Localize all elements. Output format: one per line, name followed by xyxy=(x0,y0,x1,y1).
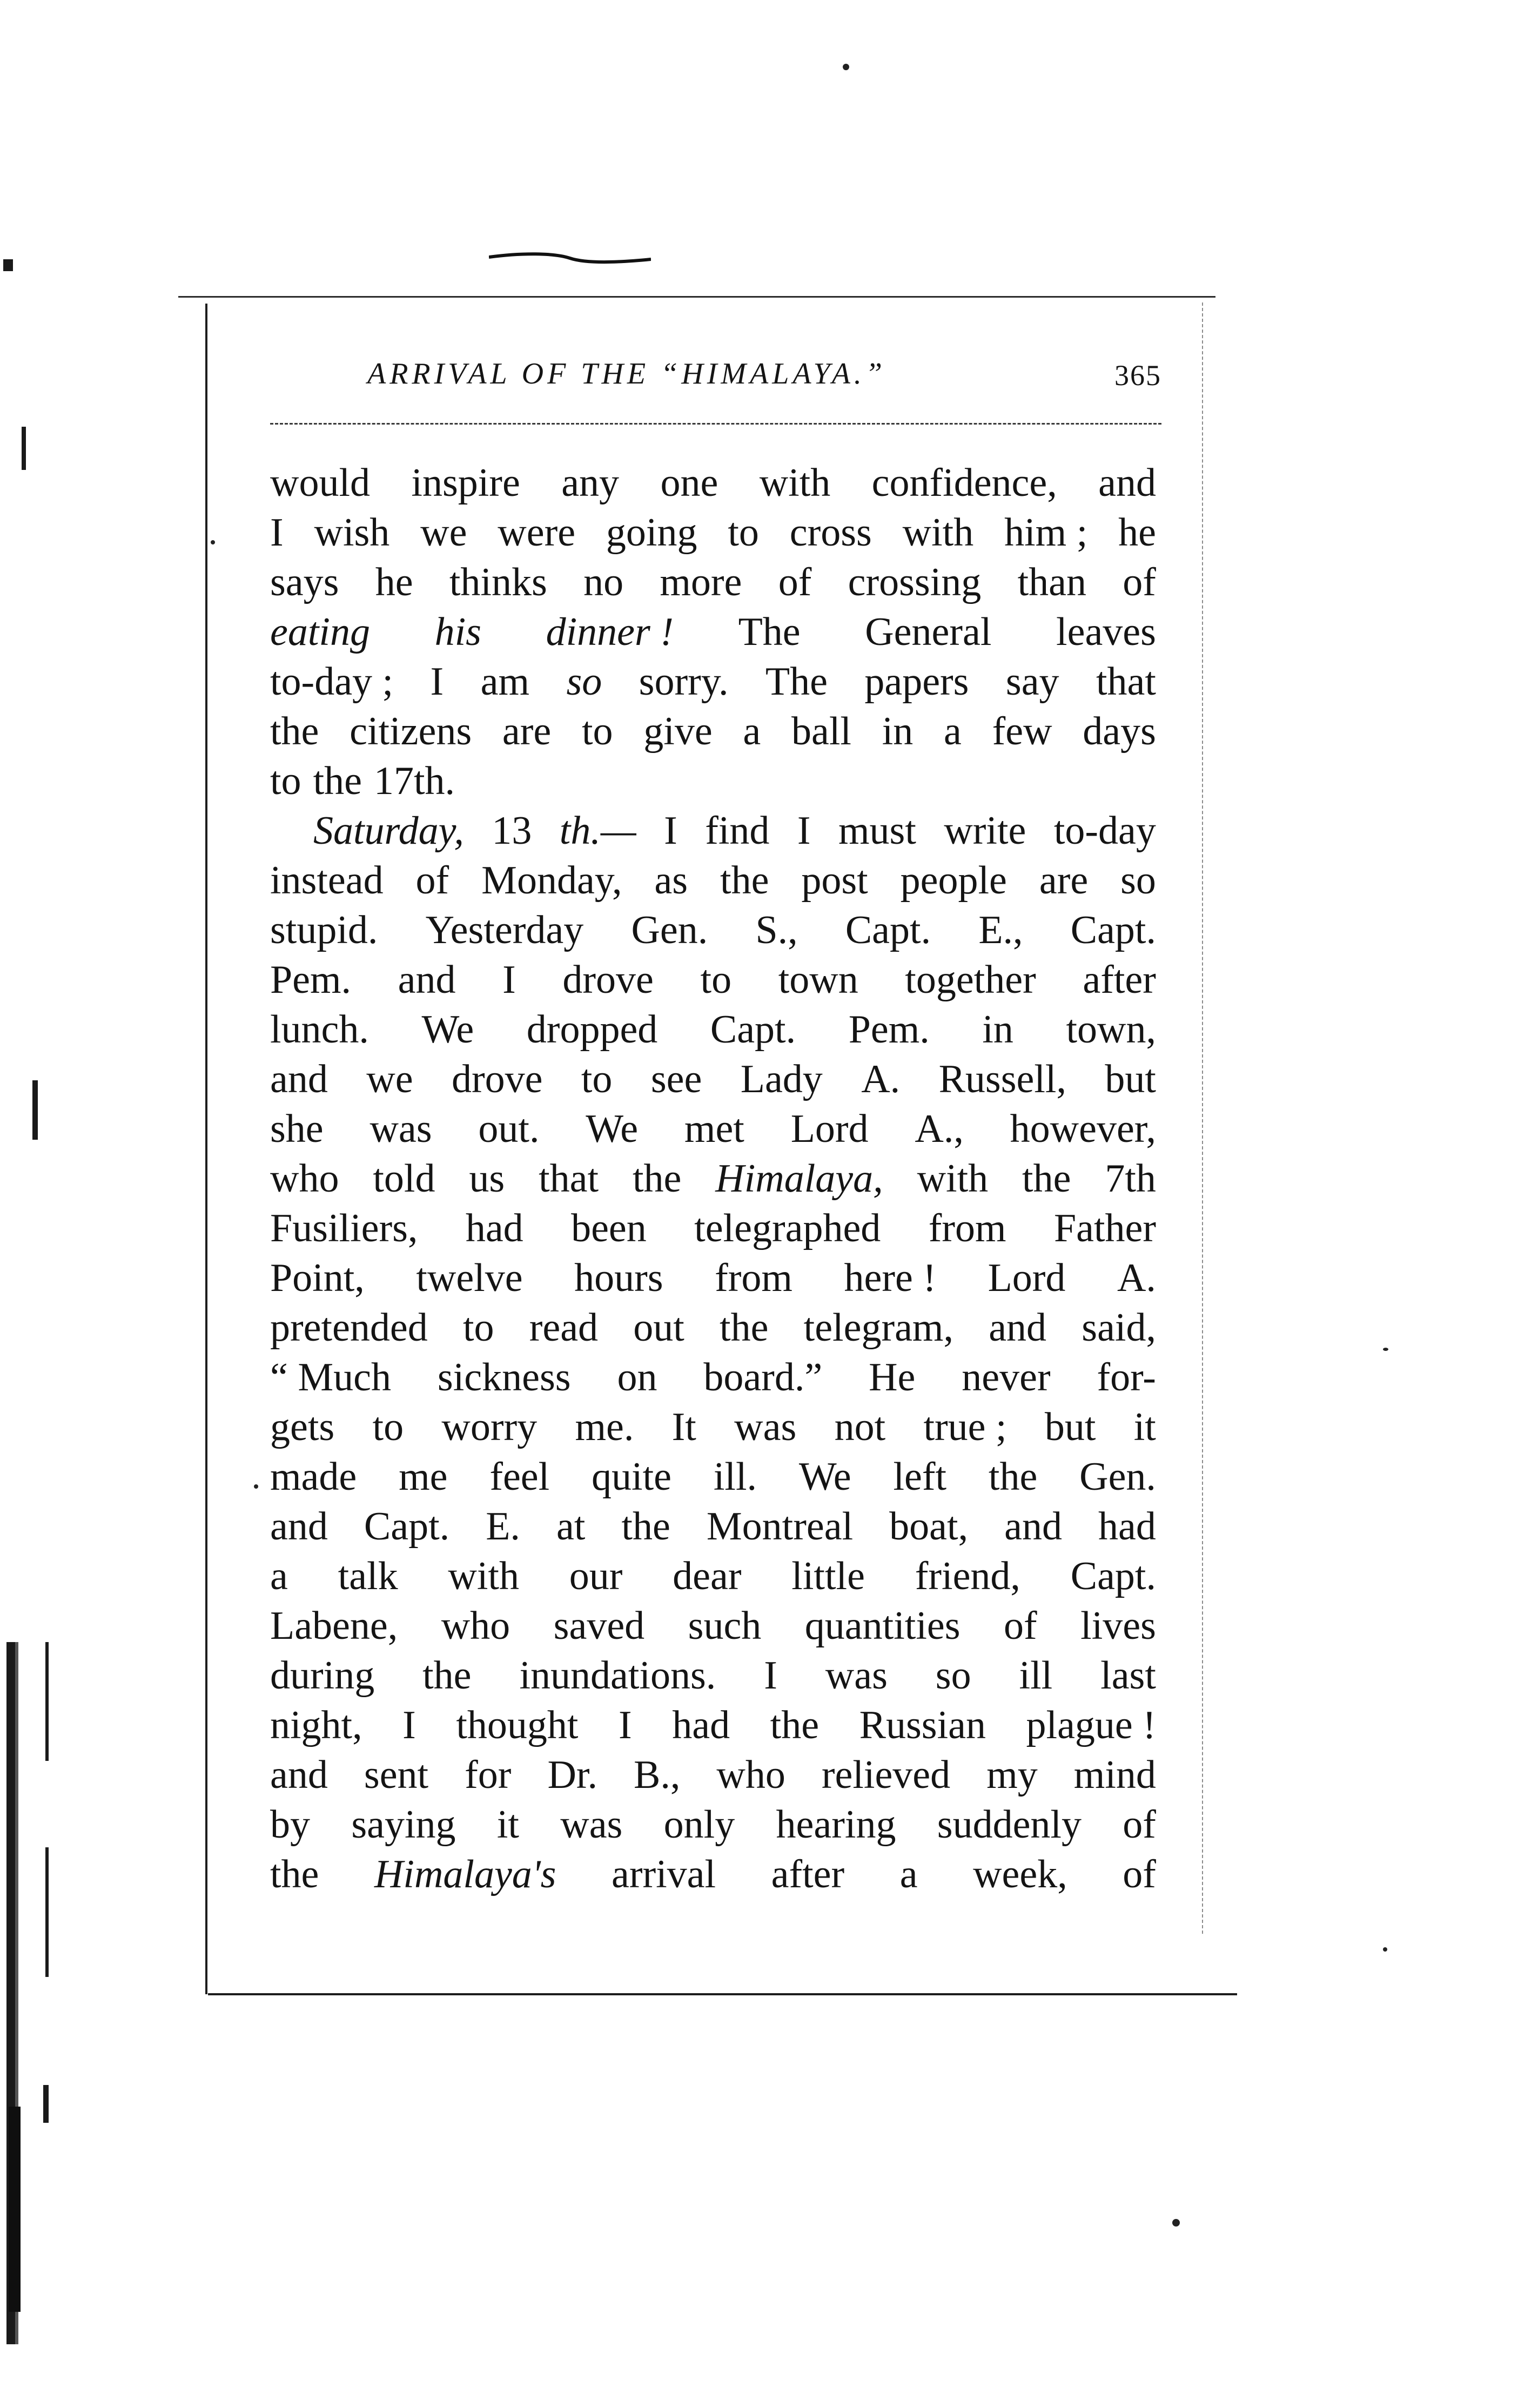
word: mind xyxy=(1073,1753,1156,1797)
word: of xyxy=(1123,1852,1156,1896)
word: with xyxy=(448,1554,519,1598)
word: post xyxy=(801,858,868,903)
text-line xyxy=(270,1054,1156,1104)
word: write xyxy=(944,809,1026,853)
word: true ; xyxy=(923,1405,1007,1449)
word: leaves xyxy=(1056,610,1156,654)
word: Capt. xyxy=(1070,1554,1156,1598)
word: with xyxy=(902,510,974,555)
word: she xyxy=(270,1107,324,1151)
word: instead xyxy=(270,858,384,903)
word: that xyxy=(1096,660,1156,704)
word: the xyxy=(313,759,362,803)
text-line xyxy=(270,458,1156,508)
word: no xyxy=(583,560,624,604)
scan-speck xyxy=(254,1484,258,1489)
word: to xyxy=(581,709,613,754)
text-line xyxy=(270,856,1156,905)
word: as xyxy=(654,858,688,903)
word: was xyxy=(370,1107,432,1151)
word: A. xyxy=(861,1057,901,1101)
word: Montreal xyxy=(706,1504,854,1549)
text-line xyxy=(270,1800,1156,1849)
word: Gen. xyxy=(631,908,708,952)
word: Fusiliers, xyxy=(270,1206,418,1250)
word: I xyxy=(402,1703,416,1747)
word: Lord xyxy=(790,1107,869,1151)
text-line xyxy=(270,955,1156,1005)
word: the xyxy=(720,1306,769,1350)
word: Gen. xyxy=(1079,1455,1156,1499)
word: dear xyxy=(673,1554,742,1598)
word: us xyxy=(469,1156,505,1201)
word: pretended xyxy=(270,1306,428,1350)
word: for- xyxy=(1097,1355,1156,1400)
word: and xyxy=(1098,461,1156,505)
word: were xyxy=(498,510,576,555)
word: are xyxy=(502,709,552,754)
text-line xyxy=(270,756,1156,806)
word: Capt. xyxy=(710,1007,796,1052)
word: dropped xyxy=(526,1007,658,1052)
word: at xyxy=(556,1504,586,1549)
word: Capt. xyxy=(364,1504,450,1549)
word: General xyxy=(865,610,992,654)
text-line xyxy=(270,1651,1156,1700)
word: a xyxy=(944,709,962,754)
word: so xyxy=(935,1653,971,1698)
word: but xyxy=(1105,1057,1156,1101)
text-line xyxy=(270,1253,1156,1303)
scan-speck xyxy=(1172,2219,1180,2227)
word: I xyxy=(664,809,677,853)
body-text xyxy=(270,458,1156,1899)
word: ill xyxy=(1019,1653,1053,1698)
word: we xyxy=(366,1057,413,1101)
word: saying xyxy=(351,1802,456,1847)
word: find xyxy=(705,809,770,853)
word: friend, xyxy=(915,1554,1020,1598)
word: drove xyxy=(451,1057,543,1101)
word: Russell, xyxy=(938,1057,1066,1101)
word: from xyxy=(715,1256,792,1300)
word: crossing xyxy=(848,560,982,604)
word: I xyxy=(764,1653,777,1698)
word: of xyxy=(415,858,449,903)
page-number: 365 xyxy=(1114,359,1161,392)
word: th.— xyxy=(559,809,636,853)
word: and xyxy=(1004,1504,1062,1549)
word: I xyxy=(502,958,516,1002)
word: who xyxy=(716,1753,785,1797)
word: here ! xyxy=(844,1256,937,1300)
word: twelve xyxy=(416,1256,523,1300)
word: on xyxy=(617,1355,657,1400)
word: Father xyxy=(1053,1206,1156,1250)
word: wish xyxy=(314,510,390,555)
word: night, xyxy=(270,1703,362,1747)
word: left xyxy=(893,1455,947,1499)
word: only xyxy=(663,1802,735,1847)
word: sickness xyxy=(437,1355,571,1400)
word: had xyxy=(465,1206,523,1250)
word: been xyxy=(571,1206,647,1250)
word: the xyxy=(720,858,769,903)
running-title: ARRIVAL OF THE “HIMALAYA.” xyxy=(367,357,886,391)
word: confidence, xyxy=(871,461,1057,505)
text-line xyxy=(270,905,1156,955)
word: for xyxy=(465,1753,512,1797)
word: his xyxy=(434,610,481,654)
text-line xyxy=(270,1452,1156,1502)
word: it xyxy=(1133,1405,1156,1449)
word: he xyxy=(375,560,413,604)
word: say xyxy=(1005,660,1059,704)
word: after xyxy=(771,1852,845,1896)
word: out. xyxy=(478,1107,540,1151)
word: feel xyxy=(489,1455,550,1499)
word: after xyxy=(1083,958,1156,1002)
word: lives xyxy=(1080,1604,1156,1648)
scan-speck xyxy=(1383,1947,1387,1952)
word: A., xyxy=(915,1107,964,1151)
word: citizens xyxy=(350,709,472,754)
word: It xyxy=(671,1405,696,1449)
word: read xyxy=(529,1306,599,1350)
word: by xyxy=(270,1802,310,1847)
header-rule xyxy=(270,423,1161,425)
word: to-day ; xyxy=(270,660,394,704)
word: with xyxy=(759,461,831,505)
word: days xyxy=(1083,709,1156,754)
word: town xyxy=(778,958,858,1002)
word: ball xyxy=(791,709,851,754)
word: He xyxy=(869,1355,916,1400)
text-line xyxy=(270,1700,1156,1750)
text-line xyxy=(270,1005,1156,1054)
word: 7th xyxy=(1105,1156,1156,1201)
word: Labene, xyxy=(270,1604,398,1648)
word: that xyxy=(539,1156,599,1201)
text-line xyxy=(270,1502,1156,1551)
word: Saturday, xyxy=(313,809,464,853)
word: telegraphed xyxy=(694,1206,881,1250)
word: Lady xyxy=(740,1057,823,1101)
text-line xyxy=(270,1154,1156,1203)
word: to-day xyxy=(1053,809,1156,853)
text-line xyxy=(270,1849,1156,1899)
word: had xyxy=(672,1703,730,1747)
word: going xyxy=(606,510,697,555)
word: “ Much xyxy=(270,1355,391,1400)
word: such xyxy=(688,1604,762,1648)
word: our xyxy=(569,1554,623,1598)
page-frame-bottom xyxy=(208,1993,1237,1995)
word: Dr. xyxy=(547,1753,597,1797)
running-head xyxy=(357,357,1161,400)
word: few xyxy=(992,709,1052,754)
word: dinner ! xyxy=(546,610,674,654)
word: A. xyxy=(1117,1256,1156,1300)
word: during xyxy=(270,1653,375,1698)
decorative-rule-ornament xyxy=(489,247,651,269)
text-line xyxy=(270,1203,1156,1253)
word: Himalaya, xyxy=(715,1156,883,1201)
word: must xyxy=(838,809,916,853)
word: hours xyxy=(574,1256,663,1300)
word: I xyxy=(430,660,444,704)
word: of xyxy=(1004,1604,1037,1648)
word: with xyxy=(917,1156,989,1201)
word: quite xyxy=(592,1455,672,1499)
word: Pem. xyxy=(848,1007,930,1052)
word: Lord xyxy=(988,1256,1066,1300)
word: never xyxy=(962,1355,1051,1400)
word: 17th. xyxy=(373,759,455,803)
word: not xyxy=(834,1405,886,1449)
word: the xyxy=(988,1455,1038,1499)
word: am xyxy=(480,660,530,704)
word: papers xyxy=(864,660,969,704)
word: stupid. xyxy=(270,908,378,952)
word: Capt. xyxy=(845,908,931,952)
word: I xyxy=(797,809,811,853)
word: plague ! xyxy=(1026,1703,1156,1747)
word: Monday, xyxy=(481,858,622,903)
text-line xyxy=(270,1303,1156,1353)
word: met xyxy=(684,1107,744,1151)
word: town, xyxy=(1066,1007,1156,1052)
word: and xyxy=(989,1306,1047,1350)
word: We xyxy=(586,1107,639,1151)
word: The xyxy=(765,660,828,704)
text-line xyxy=(270,1601,1156,1651)
word: to xyxy=(700,958,732,1002)
text-line xyxy=(270,806,1156,856)
word: are xyxy=(1039,858,1089,903)
word: and xyxy=(270,1504,328,1549)
word: quantities xyxy=(804,1604,960,1648)
text-line xyxy=(270,508,1156,557)
word: drove xyxy=(562,958,654,1002)
word: said, xyxy=(1082,1306,1156,1350)
word: week, xyxy=(973,1852,1067,1896)
word: me xyxy=(399,1455,448,1499)
word: inspire xyxy=(411,461,520,505)
word: but xyxy=(1044,1405,1096,1449)
word: the xyxy=(1022,1156,1071,1201)
word: and xyxy=(270,1753,328,1797)
word: the xyxy=(422,1653,472,1698)
word: made xyxy=(270,1455,357,1499)
word: The xyxy=(738,610,801,654)
page-frame-top xyxy=(178,296,1215,298)
word: to xyxy=(372,1405,404,1449)
word: suddenly xyxy=(937,1802,1082,1847)
word: to xyxy=(462,1306,494,1350)
word: told xyxy=(373,1156,435,1201)
word: E., xyxy=(978,908,1023,952)
word: saved xyxy=(553,1604,645,1648)
word: than xyxy=(1017,560,1086,604)
word: however, xyxy=(1010,1107,1156,1151)
word: we xyxy=(420,510,467,555)
word: the xyxy=(632,1156,682,1201)
word: We xyxy=(798,1455,851,1499)
word: any xyxy=(561,461,620,505)
word: one xyxy=(660,461,718,505)
word: the xyxy=(270,1852,319,1896)
word: of xyxy=(778,560,812,604)
word: who xyxy=(270,1156,339,1201)
word: inundations. xyxy=(519,1653,716,1698)
word: the xyxy=(621,1504,670,1549)
text-line xyxy=(270,1104,1156,1154)
word: lunch. xyxy=(270,1007,369,1052)
page-edge-shadow xyxy=(0,0,59,2408)
word: more xyxy=(660,560,742,604)
page-frame-right xyxy=(1202,302,1203,1934)
word: eating xyxy=(270,610,370,654)
word: I xyxy=(619,1703,632,1747)
word: sent xyxy=(364,1753,429,1797)
text-line xyxy=(270,657,1156,707)
word: was xyxy=(560,1802,623,1847)
word: thinks xyxy=(449,560,547,604)
word: the xyxy=(770,1703,820,1747)
word: E. xyxy=(486,1504,520,1549)
word: Himalaya's xyxy=(374,1852,556,1896)
word: had xyxy=(1098,1504,1156,1549)
word: he xyxy=(1118,510,1156,555)
word: ill. xyxy=(713,1455,757,1499)
word: gets xyxy=(270,1405,335,1449)
word: and xyxy=(398,958,456,1002)
word: me. xyxy=(575,1405,634,1449)
word: little xyxy=(791,1554,865,1598)
word: so xyxy=(566,660,602,704)
word: my xyxy=(986,1753,1038,1797)
word: to xyxy=(728,510,759,555)
word: of xyxy=(1123,1802,1156,1847)
word: it xyxy=(496,1802,519,1847)
word: in xyxy=(982,1007,1013,1052)
word: 13 xyxy=(492,809,532,853)
word: board.” xyxy=(703,1355,823,1400)
word: thought xyxy=(456,1703,579,1747)
word: I xyxy=(270,510,284,555)
word: B., xyxy=(633,1753,681,1797)
word: to xyxy=(581,1057,613,1101)
word: people xyxy=(900,858,1007,903)
word: of xyxy=(1123,560,1156,604)
word: would xyxy=(270,461,370,505)
word: telegram, xyxy=(803,1306,953,1350)
word: talk xyxy=(338,1554,398,1598)
word: We xyxy=(421,1007,474,1052)
word: was xyxy=(734,1405,797,1449)
word: him ; xyxy=(1004,510,1088,555)
word: Russian xyxy=(859,1703,986,1747)
text-line xyxy=(270,1551,1156,1601)
word: sorry. xyxy=(639,660,729,704)
scan-speck xyxy=(843,64,849,70)
word: worry xyxy=(441,1405,538,1449)
scan-speck xyxy=(211,540,215,544)
word: Yesterday xyxy=(425,908,584,952)
word: a xyxy=(270,1554,288,1598)
text-line xyxy=(270,1402,1156,1452)
word: last xyxy=(1100,1653,1156,1698)
scan-speck xyxy=(1383,1348,1388,1351)
text-line xyxy=(270,1750,1156,1800)
word: give xyxy=(643,709,713,754)
word: Capt. xyxy=(1070,908,1156,952)
word: says xyxy=(270,560,339,604)
word: cross xyxy=(789,510,872,555)
word: a xyxy=(899,1852,918,1896)
text-line xyxy=(270,1353,1156,1402)
word: from xyxy=(928,1206,1006,1250)
word: and xyxy=(270,1057,328,1101)
word: arrival xyxy=(611,1852,716,1896)
word: boat, xyxy=(889,1504,969,1549)
word: to xyxy=(270,759,301,803)
word: the xyxy=(270,709,319,754)
word: S., xyxy=(755,908,798,952)
word: see xyxy=(650,1057,702,1101)
word: who xyxy=(441,1604,511,1648)
word: out xyxy=(633,1306,684,1350)
word: a xyxy=(743,709,761,754)
text-line xyxy=(270,557,1156,607)
word: Pem. xyxy=(270,958,352,1002)
text-line xyxy=(270,607,1156,657)
word: so xyxy=(1120,858,1156,903)
word: relieved xyxy=(821,1753,951,1797)
text-line xyxy=(270,707,1156,756)
word: Point, xyxy=(270,1256,365,1300)
page-frame-left xyxy=(205,304,207,1994)
word: together xyxy=(905,958,1036,1002)
word: in xyxy=(882,709,914,754)
word: hearing xyxy=(776,1802,896,1847)
word: was xyxy=(825,1653,888,1698)
